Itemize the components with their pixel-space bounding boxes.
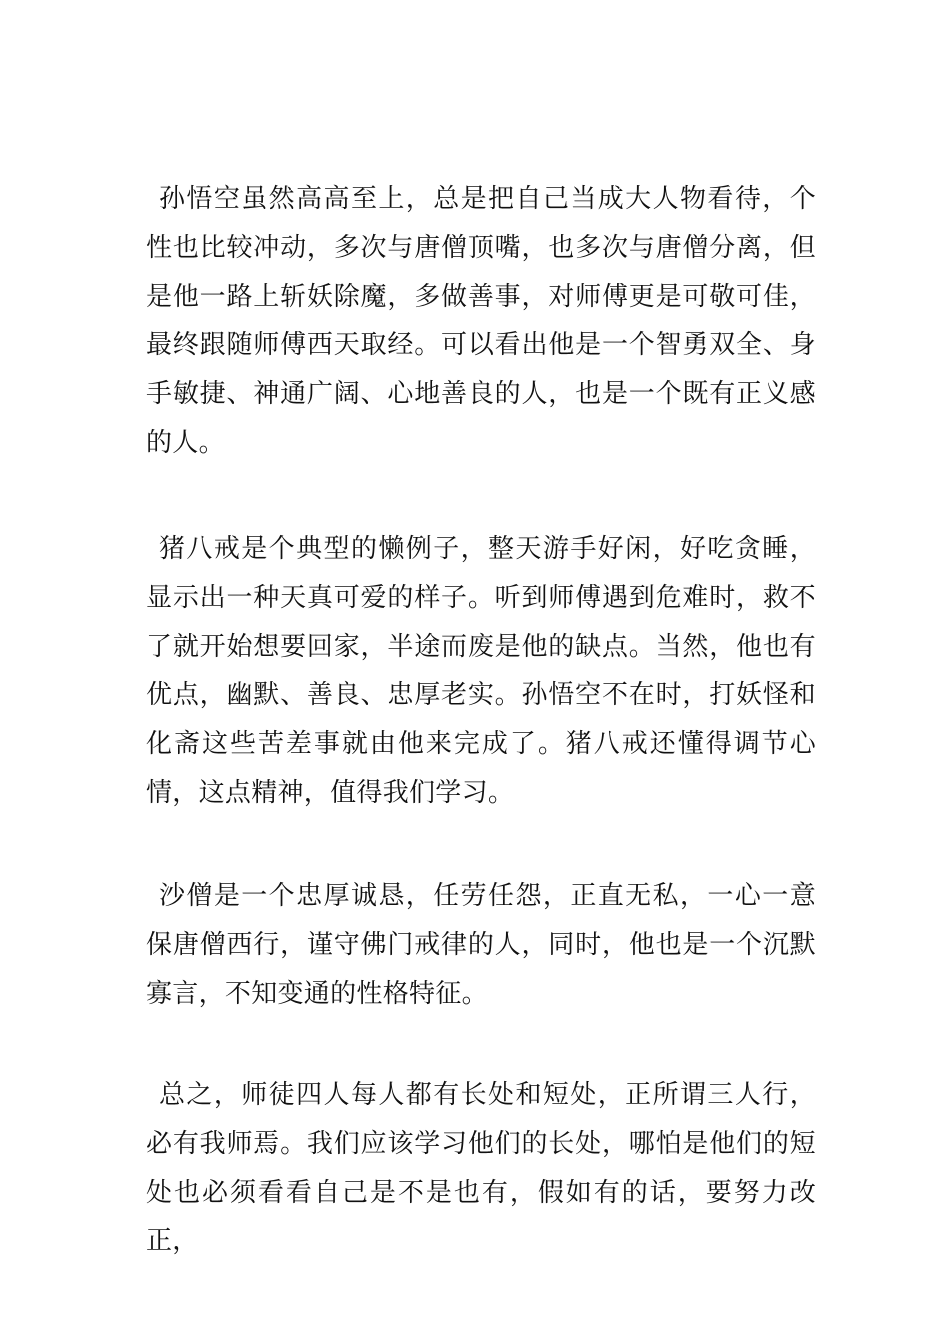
paragraph-sun-wukong: 孙悟空虽然高高至上，总是把自己当成大人物看待，个性也比较冲动，多次与唐僧顶嘴，也多次与唐僧分离，但是他一路上斩妖除魔，多做善事，对师傅更是可敬可佳，最终跟随师傅西天取经。可以看出他是一个智勇双全、身手敏捷、神通广阔、心地善良的人，也是一个既有正义感的人。 xyxy=(146,184,816,458)
paragraph-sha-seng: 沙僧是一个忠厚诚恳，任劳任怨，正直无私，一心一意保唐僧西行，谨守佛门戒律的人，同时，他也是一个沉默寡言，不知变通的性格特征。 xyxy=(146,881,816,1009)
paragraph-zhu-bajie: 猪八戒是个典型的懒例子，整天游手好闲，好吃贪睡，显示出一种天真可爱的样子。听到师傅遇到危难时，救不了就开始想要回家，半途而废是他的缺点。当然，他也有优点，幽默、善良、忠厚老实。孙悟空不在时，打妖怪和化斋这些苦差事就由他来完成了。猪八戒还懂得调节心情，这点精神，值得我们学习。 xyxy=(146,534,816,808)
paragraph-conclusion: 总之，师徒四人每人都有长处和短处，正所谓三人行，必有我师焉。我们应该学习他们的长处，哪怕是他们的短处也必须看看自己是不是也有，假如有的话，要努力改正， xyxy=(146,1080,816,1257)
